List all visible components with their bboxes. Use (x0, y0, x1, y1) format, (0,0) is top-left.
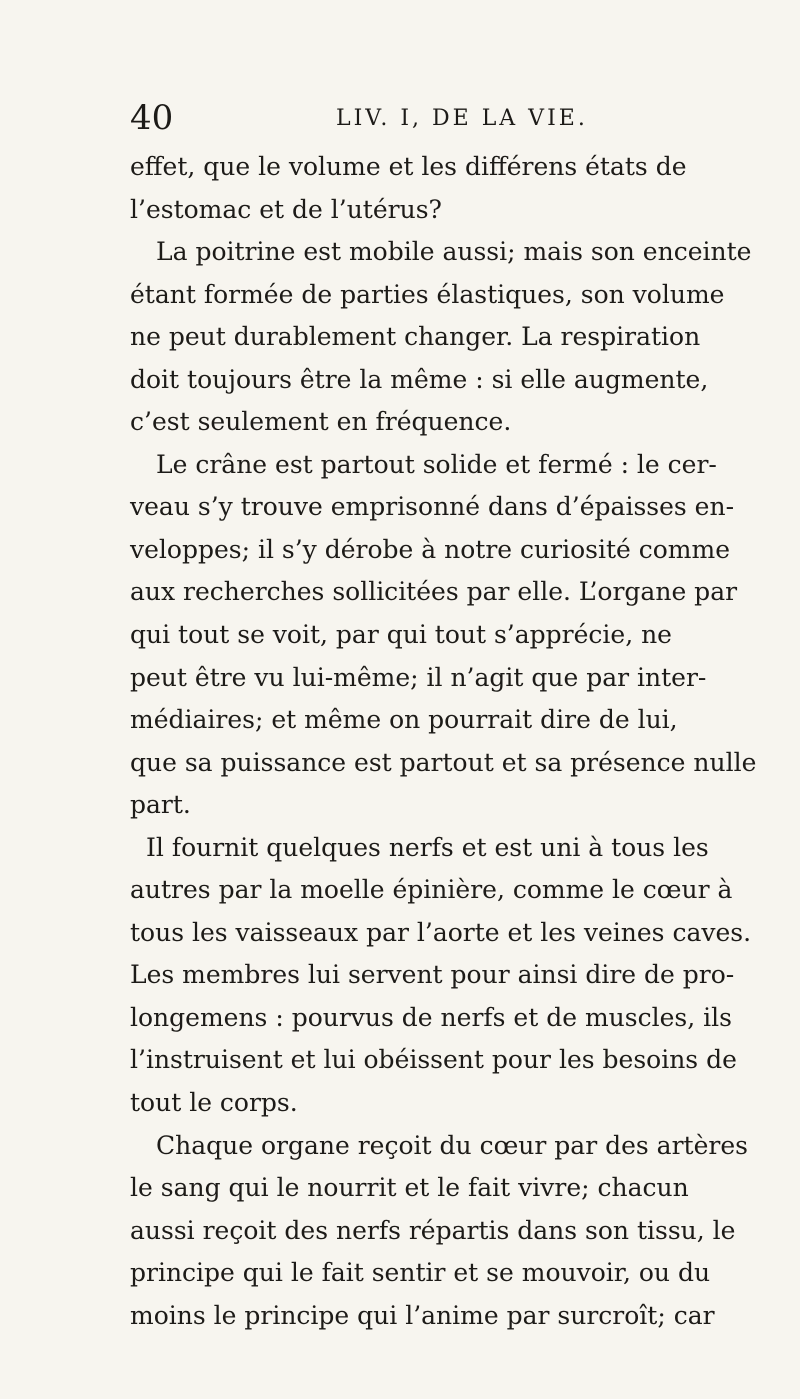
text-line: tout le corps. (130, 1088, 298, 1118)
text-line: veau s’y trouve emprisonné dans d’épaisses en- (130, 492, 735, 522)
text-line: ne peut durablement changer. La respiration (130, 322, 701, 352)
text-line: aux recherches sollicitées par elle. L’organe par (130, 577, 738, 607)
page-header (130, 98, 670, 138)
text-line: le sang qui le nourrit et le fait vivre; chacun (130, 1173, 689, 1203)
text-line: que sa puissance est partout et sa présence nulle (130, 747, 757, 777)
page-number: 40 (130, 98, 174, 138)
text-line: Le crâne est partout solide et fermé : le cer- (156, 449, 717, 479)
text-line: peut être vu lui-même; il n’agit que par inter- (130, 662, 707, 692)
text-line: l’estomac et de l’utérus? (130, 194, 442, 224)
text-line: c’est seulement en fréquence. (130, 407, 512, 437)
text-line: autres par la moelle épinière, comme le cœur à (130, 875, 733, 905)
text-line: effet, que le volume et les différens états de (130, 152, 687, 181)
text-line: qui tout se voit, par qui tout s’apprécie, ne (130, 620, 672, 650)
running-title: LIV. I, DE LA VIE. (336, 106, 588, 131)
text-line: Les membres lui servent pour ainsi dire de pro- (130, 960, 735, 990)
text-line: part. (130, 790, 191, 820)
text-line: Il fournit quelques nerfs et est uni à tous les (146, 832, 709, 862)
text-line: longemens : pourvus de nerfs et de muscles, ils (130, 1002, 732, 1032)
body-text (130, 146, 757, 1337)
text-line: médiaires; et même on pourrait dire de lui, (130, 705, 678, 735)
text-line: La poitrine est mobile aussi; mais son enceinte (156, 237, 752, 267)
text-line: moins le principe qui l’anime par surcroît; car (130, 1300, 715, 1330)
text-line: l’instruisent et lui obéissent pour les besoins de (130, 1045, 737, 1075)
text-line: étant formée de parties élastiques, son volume (130, 279, 725, 309)
text-line: veloppes; il s’y dérobe à notre curiosité comme (130, 534, 731, 564)
text-line: tous les vaisseaux par l’aorte et les veines caves. (130, 917, 752, 947)
text-line: Chaque organe reçoit du cœur par des artères (156, 1130, 748, 1160)
text-line: aussi reçoit des nerfs répartis dans son tissu, le (130, 1215, 736, 1245)
text-line: doit toujours être la même : si elle augmente, (130, 364, 709, 394)
text-line: principe qui le fait sentir et se mouvoir, ou du (130, 1258, 711, 1288)
